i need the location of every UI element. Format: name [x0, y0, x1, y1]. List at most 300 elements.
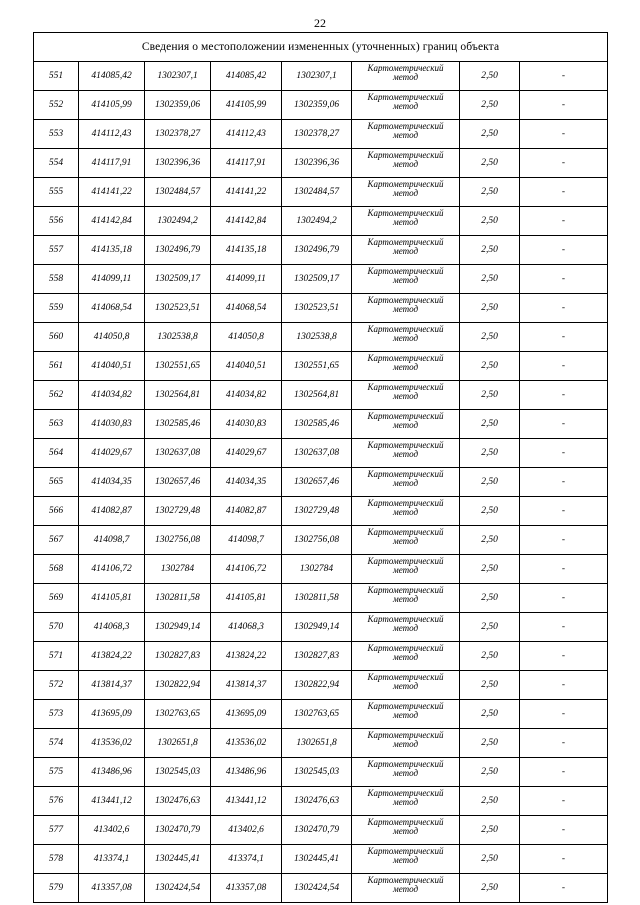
note-cell: - [520, 468, 608, 497]
note-cell: - [520, 62, 608, 91]
existing-x-cell: 414085,42 [79, 62, 145, 91]
existing-x-cell: 414142,84 [79, 207, 145, 236]
table-row [34, 700, 608, 729]
method-cell [352, 91, 460, 120]
method-label-line1: Картометрический [367, 324, 444, 334]
method-label-line1: Картометрический [367, 266, 444, 276]
method-label-line1: Картометрический [367, 788, 444, 798]
existing-y-cell: 1302651,8 [145, 729, 211, 758]
method-label-line1: Картометрический [367, 295, 444, 305]
method-cell [352, 816, 460, 845]
refined-x-cell: 414099,11 [211, 265, 282, 294]
refined-y-cell: 1302585,46 [282, 410, 352, 439]
existing-y-cell: 1302545,03 [145, 758, 211, 787]
note-cell: - [520, 584, 608, 613]
refined-y-cell: 1302657,46 [282, 468, 352, 497]
note-cell: - [520, 381, 608, 410]
accuracy-cell: 2,50 [460, 555, 520, 584]
existing-x-cell: 413486,96 [79, 758, 145, 787]
table-row [34, 758, 608, 787]
point-number-cell: 561 [34, 352, 79, 381]
point-number-cell: 574 [34, 729, 79, 758]
table-row [34, 149, 608, 178]
point-number-cell: 573 [34, 700, 79, 729]
existing-y-cell: 1302564,81 [145, 381, 211, 410]
refined-x-cell: 414106,72 [211, 555, 282, 584]
existing-y-cell: 1302494,2 [145, 207, 211, 236]
table-row [34, 265, 608, 294]
refined-x-cell: 414117,91 [211, 149, 282, 178]
refined-y-cell: 1302378,27 [282, 120, 352, 149]
table-row [34, 323, 608, 352]
method-cell [352, 468, 460, 497]
point-number-cell: 555 [34, 178, 79, 207]
accuracy-cell: 2,50 [460, 758, 520, 787]
existing-x-cell: 414050,8 [79, 323, 145, 352]
accuracy-cell: 2,50 [460, 439, 520, 468]
existing-x-cell: 414141,22 [79, 178, 145, 207]
table-row [34, 236, 608, 265]
refined-x-cell: 414050,8 [211, 323, 282, 352]
refined-x-cell: 413824,22 [211, 642, 282, 671]
method-label-line1: Картометрический [367, 150, 444, 160]
refined-x-cell: 414040,51 [211, 352, 282, 381]
note-cell: - [520, 758, 608, 787]
method-cell [352, 381, 460, 410]
method-label-line1: Картометрический [367, 208, 444, 218]
refined-y-cell: 1302494,2 [282, 207, 352, 236]
table-title: Сведения о местоположении измененных (уточненных) границ объекта [34, 33, 608, 62]
refined-x-cell: 414085,42 [211, 62, 282, 91]
method-label-line1: Картометрический [367, 179, 444, 189]
note-cell: - [520, 323, 608, 352]
accuracy-cell: 2,50 [460, 874, 520, 903]
accuracy-cell: 2,50 [460, 845, 520, 874]
method-label-line2: метод [392, 652, 419, 662]
table-row [34, 816, 608, 845]
accuracy-cell: 2,50 [460, 91, 520, 120]
refined-x-cell: 414141,22 [211, 178, 282, 207]
note-cell: - [520, 845, 608, 874]
refined-x-cell: 413357,08 [211, 874, 282, 903]
refined-x-cell: 413695,09 [211, 700, 282, 729]
refined-x-cell: 414105,99 [211, 91, 282, 120]
method-label-line1: Картометрический [367, 353, 444, 363]
note-cell: - [520, 787, 608, 816]
method-label-line1: Картометрический [367, 875, 444, 885]
existing-x-cell: 414029,67 [79, 439, 145, 468]
point-number-cell: 569 [34, 584, 79, 613]
method-cell [352, 787, 460, 816]
refined-x-cell: 413402,6 [211, 816, 282, 845]
method-label-line2: метод [392, 391, 419, 401]
note-cell: - [520, 236, 608, 265]
note-cell: - [520, 526, 608, 555]
table-row [34, 671, 608, 700]
existing-y-cell: 1302445,41 [145, 845, 211, 874]
method-label-line1: Картометрический [367, 730, 444, 740]
point-number-cell: 576 [34, 787, 79, 816]
refined-y-cell: 1302424,54 [282, 874, 352, 903]
accuracy-cell: 2,50 [460, 410, 520, 439]
method-label-line1: Картометрический [367, 846, 444, 856]
existing-y-cell: 1302763,65 [145, 700, 211, 729]
existing-x-cell: 414068,54 [79, 294, 145, 323]
accuracy-cell: 2,50 [460, 294, 520, 323]
note-cell: - [520, 265, 608, 294]
existing-x-cell: 414105,99 [79, 91, 145, 120]
point-number-cell: 571 [34, 642, 79, 671]
existing-y-cell: 1302822,94 [145, 671, 211, 700]
method-label-line2: метод [392, 536, 419, 546]
refined-y-cell: 1302509,17 [282, 265, 352, 294]
existing-x-cell: 414105,81 [79, 584, 145, 613]
method-label-line2: метод [392, 159, 419, 169]
accuracy-cell: 2,50 [460, 62, 520, 91]
point-number-cell: 578 [34, 845, 79, 874]
refined-y-cell: 1302551,65 [282, 352, 352, 381]
existing-x-cell: 414112,43 [79, 120, 145, 149]
note-cell: - [520, 729, 608, 758]
method-label-line2: метод [392, 217, 419, 227]
accuracy-cell: 2,50 [460, 816, 520, 845]
refined-y-cell: 1302822,94 [282, 671, 352, 700]
refined-y-cell: 1302637,08 [282, 439, 352, 468]
table-row [34, 178, 608, 207]
method-label-line2: метод [392, 739, 419, 749]
refined-x-cell: 414135,18 [211, 236, 282, 265]
note-cell: - [520, 294, 608, 323]
point-number-cell: 552 [34, 91, 79, 120]
existing-x-cell: 414099,11 [79, 265, 145, 294]
table-row [34, 91, 608, 120]
table-row [34, 207, 608, 236]
accuracy-cell: 2,50 [460, 120, 520, 149]
existing-y-cell: 1302307,1 [145, 62, 211, 91]
existing-x-cell: 414106,72 [79, 555, 145, 584]
point-number-cell: 556 [34, 207, 79, 236]
method-label-line1: Картометрический [367, 759, 444, 769]
refined-y-cell: 1302359,06 [282, 91, 352, 120]
method-label-line2: метод [392, 333, 419, 343]
existing-x-cell: 413402,6 [79, 816, 145, 845]
existing-x-cell: 413441,12 [79, 787, 145, 816]
refined-y-cell: 1302538,8 [282, 323, 352, 352]
refined-y-cell: 1302545,03 [282, 758, 352, 787]
existing-x-cell: 414040,51 [79, 352, 145, 381]
table-row [34, 62, 608, 91]
existing-x-cell: 413536,02 [79, 729, 145, 758]
point-number-cell: 567 [34, 526, 79, 555]
note-cell: - [520, 439, 608, 468]
boundary-coordinates-table [33, 32, 608, 903]
method-label-line2: метод [392, 594, 419, 604]
existing-x-cell: 414034,82 [79, 381, 145, 410]
method-cell [352, 642, 460, 671]
note-cell: - [520, 497, 608, 526]
existing-x-cell: 414098,7 [79, 526, 145, 555]
refined-x-cell: 414112,43 [211, 120, 282, 149]
method-label-line2: метод [392, 188, 419, 198]
method-cell [352, 584, 460, 613]
refined-x-cell: 413374,1 [211, 845, 282, 874]
refined-x-cell: 414082,87 [211, 497, 282, 526]
existing-x-cell: 413374,1 [79, 845, 145, 874]
table-title-row [34, 33, 608, 62]
point-number-cell: 553 [34, 120, 79, 149]
existing-y-cell: 1302811,58 [145, 584, 211, 613]
method-label-line1: Картометрический [367, 382, 444, 392]
existing-y-cell: 1302949,14 [145, 613, 211, 642]
table-row [34, 729, 608, 758]
accuracy-cell: 2,50 [460, 700, 520, 729]
refined-y-cell: 1302523,51 [282, 294, 352, 323]
method-cell [352, 874, 460, 903]
point-number-cell: 559 [34, 294, 79, 323]
accuracy-cell: 2,50 [460, 178, 520, 207]
method-label-line2: метод [392, 623, 419, 633]
point-number-cell: 554 [34, 149, 79, 178]
point-number-cell: 564 [34, 439, 79, 468]
refined-y-cell: 1302484,57 [282, 178, 352, 207]
method-label-line2: метод [392, 884, 419, 894]
method-label-line2: метод [392, 768, 419, 778]
table-row [34, 642, 608, 671]
note-cell: - [520, 816, 608, 845]
note-cell: - [520, 874, 608, 903]
table-row [34, 439, 608, 468]
refined-y-cell: 1302396,36 [282, 149, 352, 178]
note-cell: - [520, 671, 608, 700]
refined-y-cell: 1302445,41 [282, 845, 352, 874]
method-label-line2: метод [392, 478, 419, 488]
method-label-line2: метод [392, 507, 419, 517]
page-number: 22 [314, 16, 326, 30]
point-number-cell: 572 [34, 671, 79, 700]
refined-y-cell: 1302651,8 [282, 729, 352, 758]
existing-x-cell: 414068,3 [79, 613, 145, 642]
point-number-cell: 570 [34, 613, 79, 642]
existing-y-cell: 1302784 [145, 555, 211, 584]
table-row [34, 555, 608, 584]
refined-x-cell: 413441,12 [211, 787, 282, 816]
note-cell: - [520, 91, 608, 120]
method-cell [352, 845, 460, 874]
method-cell [352, 323, 460, 352]
point-number-cell: 562 [34, 381, 79, 410]
method-label-line1: Картометрический [367, 92, 444, 102]
point-number-cell: 579 [34, 874, 79, 903]
refined-x-cell: 414142,84 [211, 207, 282, 236]
method-label-line2: метод [392, 72, 419, 82]
accuracy-cell: 2,50 [460, 352, 520, 381]
note-cell: - [520, 555, 608, 584]
existing-y-cell: 1302396,36 [145, 149, 211, 178]
point-number-cell: 577 [34, 816, 79, 845]
existing-x-cell: 414117,91 [79, 149, 145, 178]
table-row [34, 497, 608, 526]
refined-y-cell: 1302307,1 [282, 62, 352, 91]
existing-x-cell: 414135,18 [79, 236, 145, 265]
existing-y-cell: 1302509,17 [145, 265, 211, 294]
existing-y-cell: 1302756,08 [145, 526, 211, 555]
point-number-cell: 565 [34, 468, 79, 497]
accuracy-cell: 2,50 [460, 207, 520, 236]
accuracy-cell: 2,50 [460, 671, 520, 700]
method-cell [352, 236, 460, 265]
method-cell [352, 265, 460, 294]
existing-y-cell: 1302523,51 [145, 294, 211, 323]
table-row [34, 120, 608, 149]
refined-y-cell: 1302496,79 [282, 236, 352, 265]
accuracy-cell: 2,50 [460, 729, 520, 758]
accuracy-cell: 2,50 [460, 149, 520, 178]
method-label-line1: Картометрический [367, 237, 444, 247]
point-number-cell: 560 [34, 323, 79, 352]
existing-x-cell: 414082,87 [79, 497, 145, 526]
method-label-line2: метод [392, 681, 419, 691]
method-cell [352, 120, 460, 149]
refined-y-cell: 1302476,63 [282, 787, 352, 816]
method-label-line2: метод [392, 101, 419, 111]
method-label-line1: Картометрический [367, 817, 444, 827]
accuracy-cell: 2,50 [460, 381, 520, 410]
method-label-line2: метод [392, 362, 419, 372]
note-cell: - [520, 149, 608, 178]
note-cell: - [520, 120, 608, 149]
note-cell: - [520, 642, 608, 671]
method-label-line1: Картометрический [367, 121, 444, 131]
method-cell [352, 497, 460, 526]
method-label-line1: Картометрический [367, 411, 444, 421]
table-row [34, 468, 608, 497]
point-number-cell: 557 [34, 236, 79, 265]
table-row [34, 352, 608, 381]
existing-y-cell: 1302378,27 [145, 120, 211, 149]
refined-x-cell: 414068,3 [211, 613, 282, 642]
existing-y-cell: 1302470,79 [145, 816, 211, 845]
refined-x-cell: 414034,82 [211, 381, 282, 410]
refined-y-cell: 1302756,08 [282, 526, 352, 555]
table-row [34, 787, 608, 816]
method-label-line1: Картометрический [367, 643, 444, 653]
method-cell [352, 352, 460, 381]
existing-y-cell: 1302585,46 [145, 410, 211, 439]
point-number-cell: 575 [34, 758, 79, 787]
method-label-line1: Картометрический [367, 614, 444, 624]
existing-y-cell: 1302827,83 [145, 642, 211, 671]
existing-y-cell: 1302637,08 [145, 439, 211, 468]
method-label-line1: Картометрический [367, 672, 444, 682]
note-cell: - [520, 207, 608, 236]
accuracy-cell: 2,50 [460, 584, 520, 613]
method-label-line2: метод [392, 826, 419, 836]
existing-x-cell: 413357,08 [79, 874, 145, 903]
accuracy-cell: 2,50 [460, 787, 520, 816]
existing-x-cell: 414030,83 [79, 410, 145, 439]
existing-y-cell: 1302496,79 [145, 236, 211, 265]
method-cell [352, 700, 460, 729]
method-cell [352, 729, 460, 758]
refined-y-cell: 1302827,83 [282, 642, 352, 671]
point-number-cell: 566 [34, 497, 79, 526]
point-number-cell: 568 [34, 555, 79, 584]
table-row [34, 410, 608, 439]
method-label-line1: Картометрический [367, 585, 444, 595]
accuracy-cell: 2,50 [460, 642, 520, 671]
note-cell: - [520, 178, 608, 207]
table-row [34, 613, 608, 642]
refined-y-cell: 1302811,58 [282, 584, 352, 613]
refined-y-cell: 1302729,48 [282, 497, 352, 526]
point-number-cell: 551 [34, 62, 79, 91]
refined-x-cell: 414034,35 [211, 468, 282, 497]
existing-y-cell: 1302538,8 [145, 323, 211, 352]
table-row [34, 584, 608, 613]
method-cell [352, 410, 460, 439]
method-cell [352, 526, 460, 555]
refined-x-cell: 414068,54 [211, 294, 282, 323]
method-cell [352, 149, 460, 178]
method-cell [352, 758, 460, 787]
note-cell: - [520, 352, 608, 381]
existing-x-cell: 413695,09 [79, 700, 145, 729]
existing-x-cell: 413824,22 [79, 642, 145, 671]
method-label-line2: метод [392, 420, 419, 430]
method-label-line1: Картометрический [367, 440, 444, 450]
existing-y-cell: 1302424,54 [145, 874, 211, 903]
method-cell [352, 671, 460, 700]
method-label-line2: метод [392, 855, 419, 865]
method-label-line2: метод [392, 710, 419, 720]
method-label-line1: Картометрический [367, 63, 444, 73]
method-cell [352, 62, 460, 91]
method-cell [352, 613, 460, 642]
existing-y-cell: 1302657,46 [145, 468, 211, 497]
existing-y-cell: 1302359,06 [145, 91, 211, 120]
existing-y-cell: 1302729,48 [145, 497, 211, 526]
point-number-cell: 563 [34, 410, 79, 439]
method-label-line2: метод [392, 304, 419, 314]
refined-y-cell: 1302784 [282, 555, 352, 584]
method-label-line2: метод [392, 130, 419, 140]
method-cell [352, 439, 460, 468]
existing-x-cell: 413814,37 [79, 671, 145, 700]
method-label-line1: Картометрический [367, 527, 444, 537]
accuracy-cell: 2,50 [460, 265, 520, 294]
table-row [34, 845, 608, 874]
refined-x-cell: 413814,37 [211, 671, 282, 700]
method-label-line2: метод [392, 275, 419, 285]
existing-y-cell: 1302476,63 [145, 787, 211, 816]
refined-x-cell: 414030,83 [211, 410, 282, 439]
table-row [34, 381, 608, 410]
method-cell [352, 178, 460, 207]
accuracy-cell: 2,50 [460, 323, 520, 352]
method-cell [352, 294, 460, 323]
method-label-line1: Картометрический [367, 498, 444, 508]
note-cell: - [520, 410, 608, 439]
note-cell: - [520, 613, 608, 642]
refined-x-cell: 413536,02 [211, 729, 282, 758]
table-row [34, 526, 608, 555]
method-label-line1: Картометрический [367, 556, 444, 566]
method-label-line2: метод [392, 797, 419, 807]
refined-y-cell: 1302949,14 [282, 613, 352, 642]
table-row [34, 294, 608, 323]
method-cell [352, 555, 460, 584]
method-cell [352, 207, 460, 236]
